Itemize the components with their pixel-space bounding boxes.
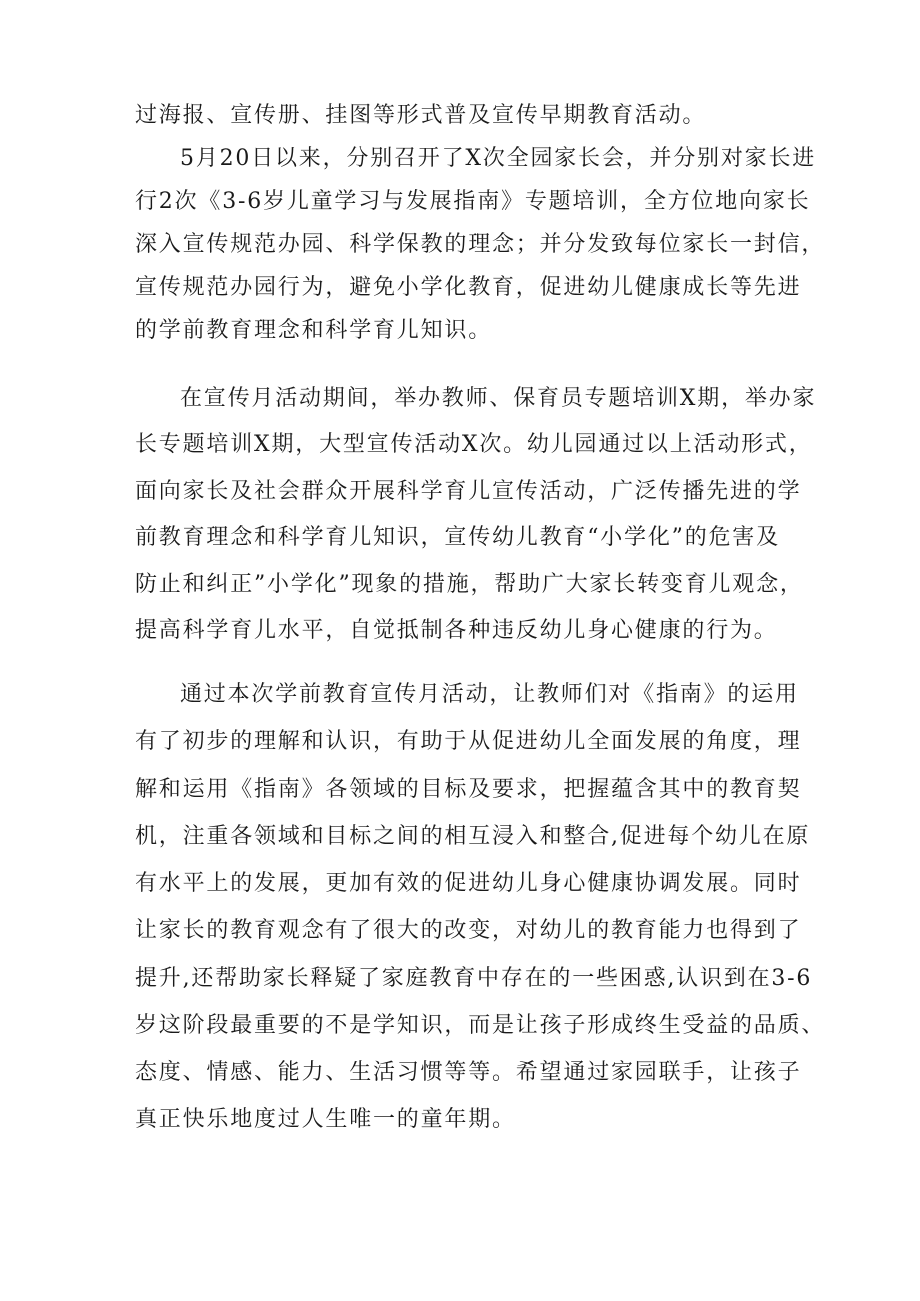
paragraph-4-line-7: 提升,还帮助家长释疑了家庭教育中存在的一些困惑,认识到在3-6 bbox=[135, 966, 813, 991]
paragraph-4-line-5: 有水平上的发展，更加有效的促进幼儿身心健康协调发展。同时 bbox=[135, 871, 802, 896]
paragraph-4-line-3: 解和运用《指南》各领域的目标及要求，把握蕴含其中的教育契 bbox=[135, 777, 802, 802]
paragraph-2-line-2: 行2次《3-6岁儿童学习与发展指南》专题培训，全方位地向家长 bbox=[135, 189, 811, 214]
paragraph-4-line-4: 机，注重各领域和目标之间的相互浸入和整合,促进每个幼儿在原 bbox=[135, 824, 811, 849]
paragraph-3-line-2: 长专题培训X期，大型宣传活动X次。幼儿园通过以上活动形式， bbox=[135, 432, 813, 457]
paragraph-3-line-4: 前教育理念和科学育儿知识，宣传幼儿教育“小学化”的危害及 bbox=[135, 525, 780, 550]
paragraph-4-line-8: 岁这阶段最重要的不是学知识，而是让孩子形成终生受益的品质、 bbox=[135, 1013, 826, 1038]
paragraph-4-line-9: 态度、情感、能力、生活习惯等等。希望通过家园联手，让孩子 bbox=[135, 1060, 802, 1085]
paragraph-1-line-1: 过海报、宣传册、挂图等形式普及宣传早期教育活动。 bbox=[135, 103, 707, 128]
paragraph-3-line-1: 在宣传月活动期间，举办教师、保育员专题培训X期，举办家 bbox=[180, 386, 817, 411]
paragraph-4-line-2: 有了初步的理解和认识，有助于从促进幼儿全面发展的角度，理 bbox=[135, 729, 802, 754]
paragraph-2-line-1: 5月20日以来，分别召开了X次全园家长会，并分别对家长进 bbox=[180, 146, 817, 171]
paragraph-3-line-3: 面向家长及社会群众开展科学育儿宣传活动，广泛传播先进的学 bbox=[135, 479, 802, 504]
paragraph-4-line-6: 让家长的教育观念有了很大的改变，对幼儿的教育能力也得到了 bbox=[135, 918, 802, 943]
paragraph-2-line-3: 深入宣传规范办园、科学保教的理念；并分发致每位家长一封信， bbox=[135, 232, 826, 257]
paragraph-2-line-4: 宣传规范办园行为，避免小学化教育，促进幼儿健康成长等先进 bbox=[135, 275, 802, 300]
paragraph-4-line-10: 真正快乐地度过人生唯一的童年期。 bbox=[135, 1107, 516, 1132]
paragraph-3-line-6: 提高科学育儿水平，自觉抵制各种违反幼儿身心健康的行为。 bbox=[135, 618, 778, 643]
paragraph-4-line-1: 通过本次学前教育宣传月活动，让教师们对《指南》的运用 bbox=[180, 682, 799, 707]
paragraph-3-line-5: 防止和纠正”小学化”现象的措施，帮助广大家长转变育儿观念， bbox=[135, 572, 804, 597]
paragraph-2-line-5: 的学前教育理念和科学育儿知识。 bbox=[135, 318, 493, 343]
